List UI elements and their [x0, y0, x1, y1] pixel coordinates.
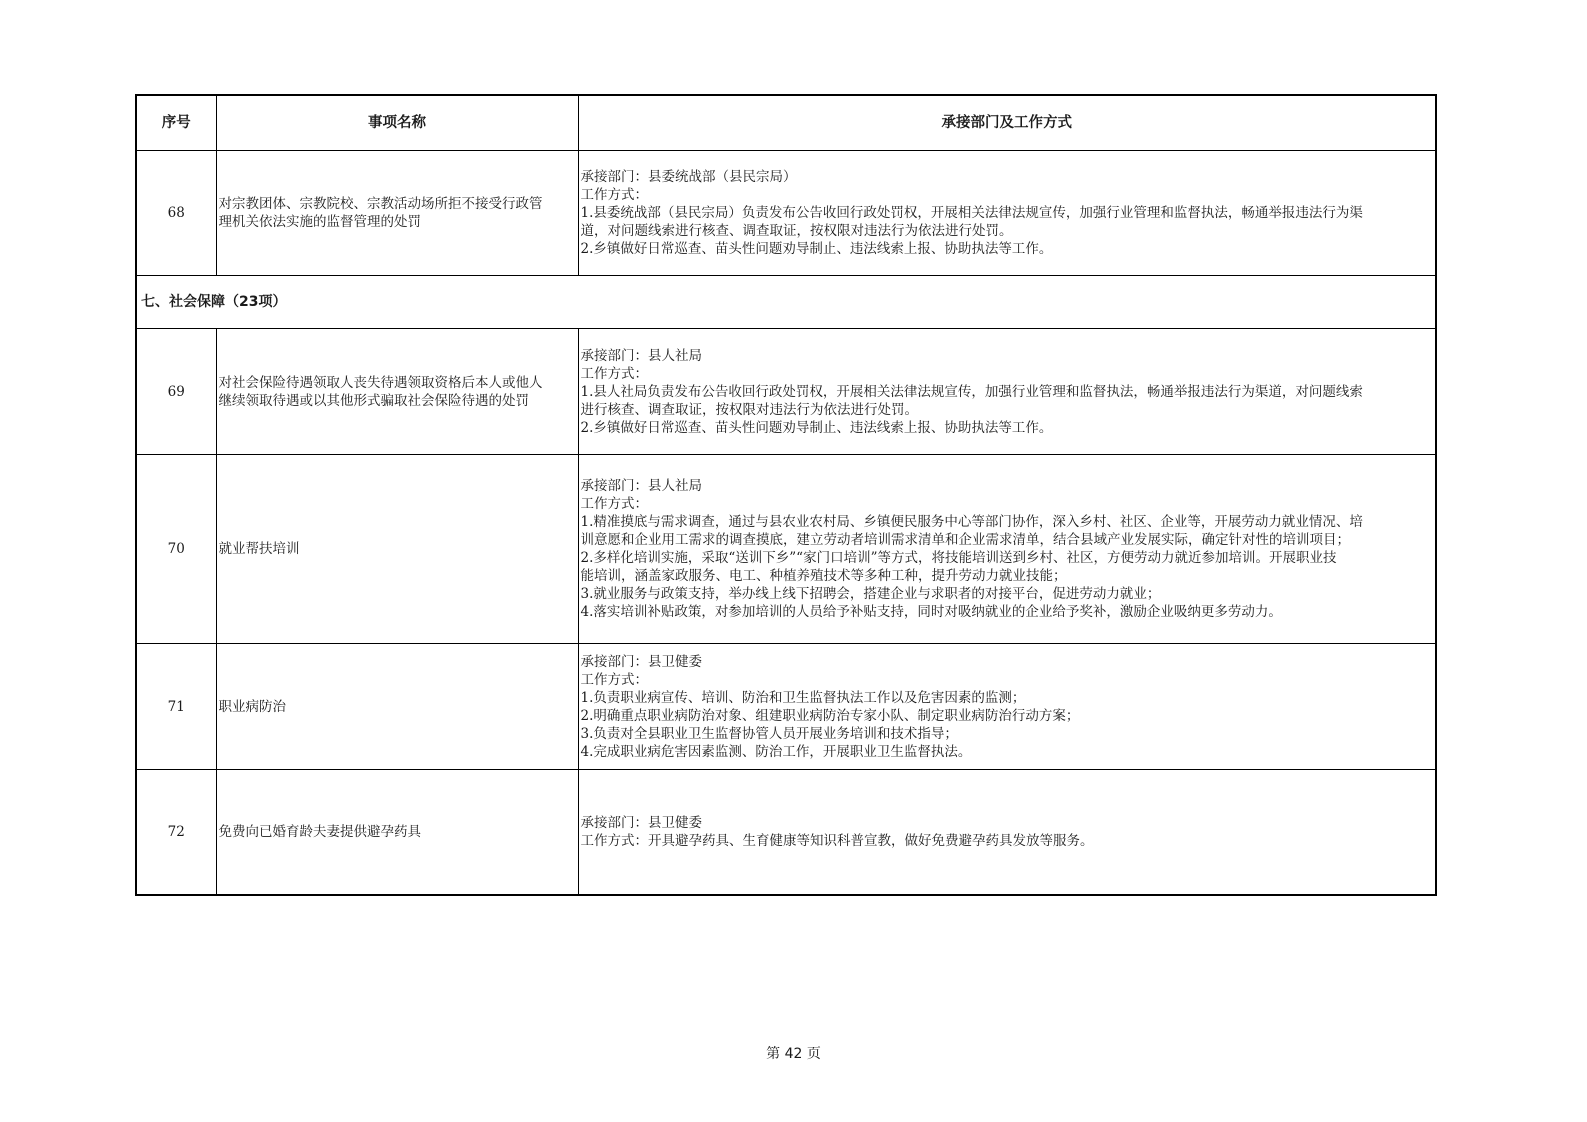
- page-number: 第 42 页: [766, 1046, 821, 1062]
- item-name: 对宗教团体、宗教院校、宗教活动场所拒不接受行政管 理机关依法实施的监督管理的处罚: [216, 151, 578, 276]
- dept-method: 承接部门：县委统战部（县民宗局） 工作方式： 1.县委统战部（县民宗局）负责发布公告收回行政处罚权，开展相关法律法规宣传，加强行业管理和监督执法，畅通举报违法行为渠 道，对问题线索进行核查、调查取证，按权限对违法行为依法进行处罚。 2.乡镇做好日常巡查、苗头性问题劝导制止、违法线索上报、协助执法等工作。: [578, 151, 1436, 276]
- table-row: [136, 329, 1436, 455]
- item-name: 免费向已婚育龄夫妻提供避孕药具: [216, 770, 578, 895]
- dept-method: 承接部门：县卫健委 工作方式：开具避孕药具、生育健康等知识科普宣教，做好免费避孕药具发放等服务。: [578, 770, 1436, 895]
- table-row: [136, 151, 1436, 276]
- section-title: 七、社会保障（23项）: [136, 276, 1436, 329]
- dept-method: 承接部门：县人社局 工作方式： 1.精准摸底与需求调查，通过与县农业农村局、乡镇便民服务中心等部门协作，深入乡村、社区、企业等，开展劳动力就业情况、培 训意愿和企业用工需求的调查摸底，建立劳动者培训需求清单和企业需求清单，结合县域产业发展实际，确定针对性的培训项目； 2.多样化培训实施，采取“送训下乡”“家门口培训”等方式，将技能培训送到乡村、社区，方便劳动力就近参加培训。开展职业技 能培训，涵盖家政服务、电工、种植养殖技术等多种工种，提升劳动力就业技能； 3.就业服务与政策支持，举办线上线下招聘会，搭建企业与求职者的对接平台，促进劳动力就业； 4.落实培训补贴政策，对参加培训的人员给予补贴支持，同时对吸纳就业的企业给予奖补，激励企业吸纳更多劳动力。: [578, 455, 1436, 644]
- item-name: 职业病防治: [216, 644, 578, 770]
- table-row: [136, 644, 1436, 770]
- row-number: 71: [136, 644, 216, 770]
- row-number: 70: [136, 455, 216, 644]
- header-seq: 序号: [136, 95, 216, 151]
- header-item: 事项名称: [216, 95, 578, 151]
- section-row: [136, 276, 1436, 329]
- row-number: 72: [136, 770, 216, 895]
- items-table: [135, 94, 1437, 896]
- row-number: 69: [136, 329, 216, 455]
- row-number: 68: [136, 151, 216, 276]
- table-row: [136, 455, 1436, 644]
- item-name: 就业帮扶培训: [216, 455, 578, 644]
- header-row: [136, 95, 1436, 151]
- table-row: [136, 770, 1436, 895]
- dept-method: 承接部门：县人社局 工作方式： 1.县人社局负责发布公告收回行政处罚权，开展相关法律法规宣传，加强行业管理和监督执法，畅通举报违法行为渠道，对问题线索 进行核查、调查取证，按权限对违法行为依法进行处罚。 2.乡镇做好日常巡查、苗头性问题劝导制止、违法线索上报、协助执法等工作。: [578, 329, 1436, 455]
- header-dept: 承接部门及工作方式: [578, 95, 1436, 151]
- dept-method: 承接部门：县卫健委 工作方式： 1.负责职业病宣传、培训、防治和卫生监督执法工作以及危害因素的监测； 2.明确重点职业病防治对象、组建职业病防治专家小队、制定职业病防治行动方案； 3.负责对全县职业卫生监督协管人员开展业务培训和技术指导； 4.完成职业病危害因素监测、防治工作，开展职业卫生监督执法。: [578, 644, 1436, 770]
- item-name: 对社会保险待遇领取人丧失待遇领取资格后本人或他人 继续领取待遇或以其他形式骗取社会保险待遇的处罚: [216, 329, 578, 455]
